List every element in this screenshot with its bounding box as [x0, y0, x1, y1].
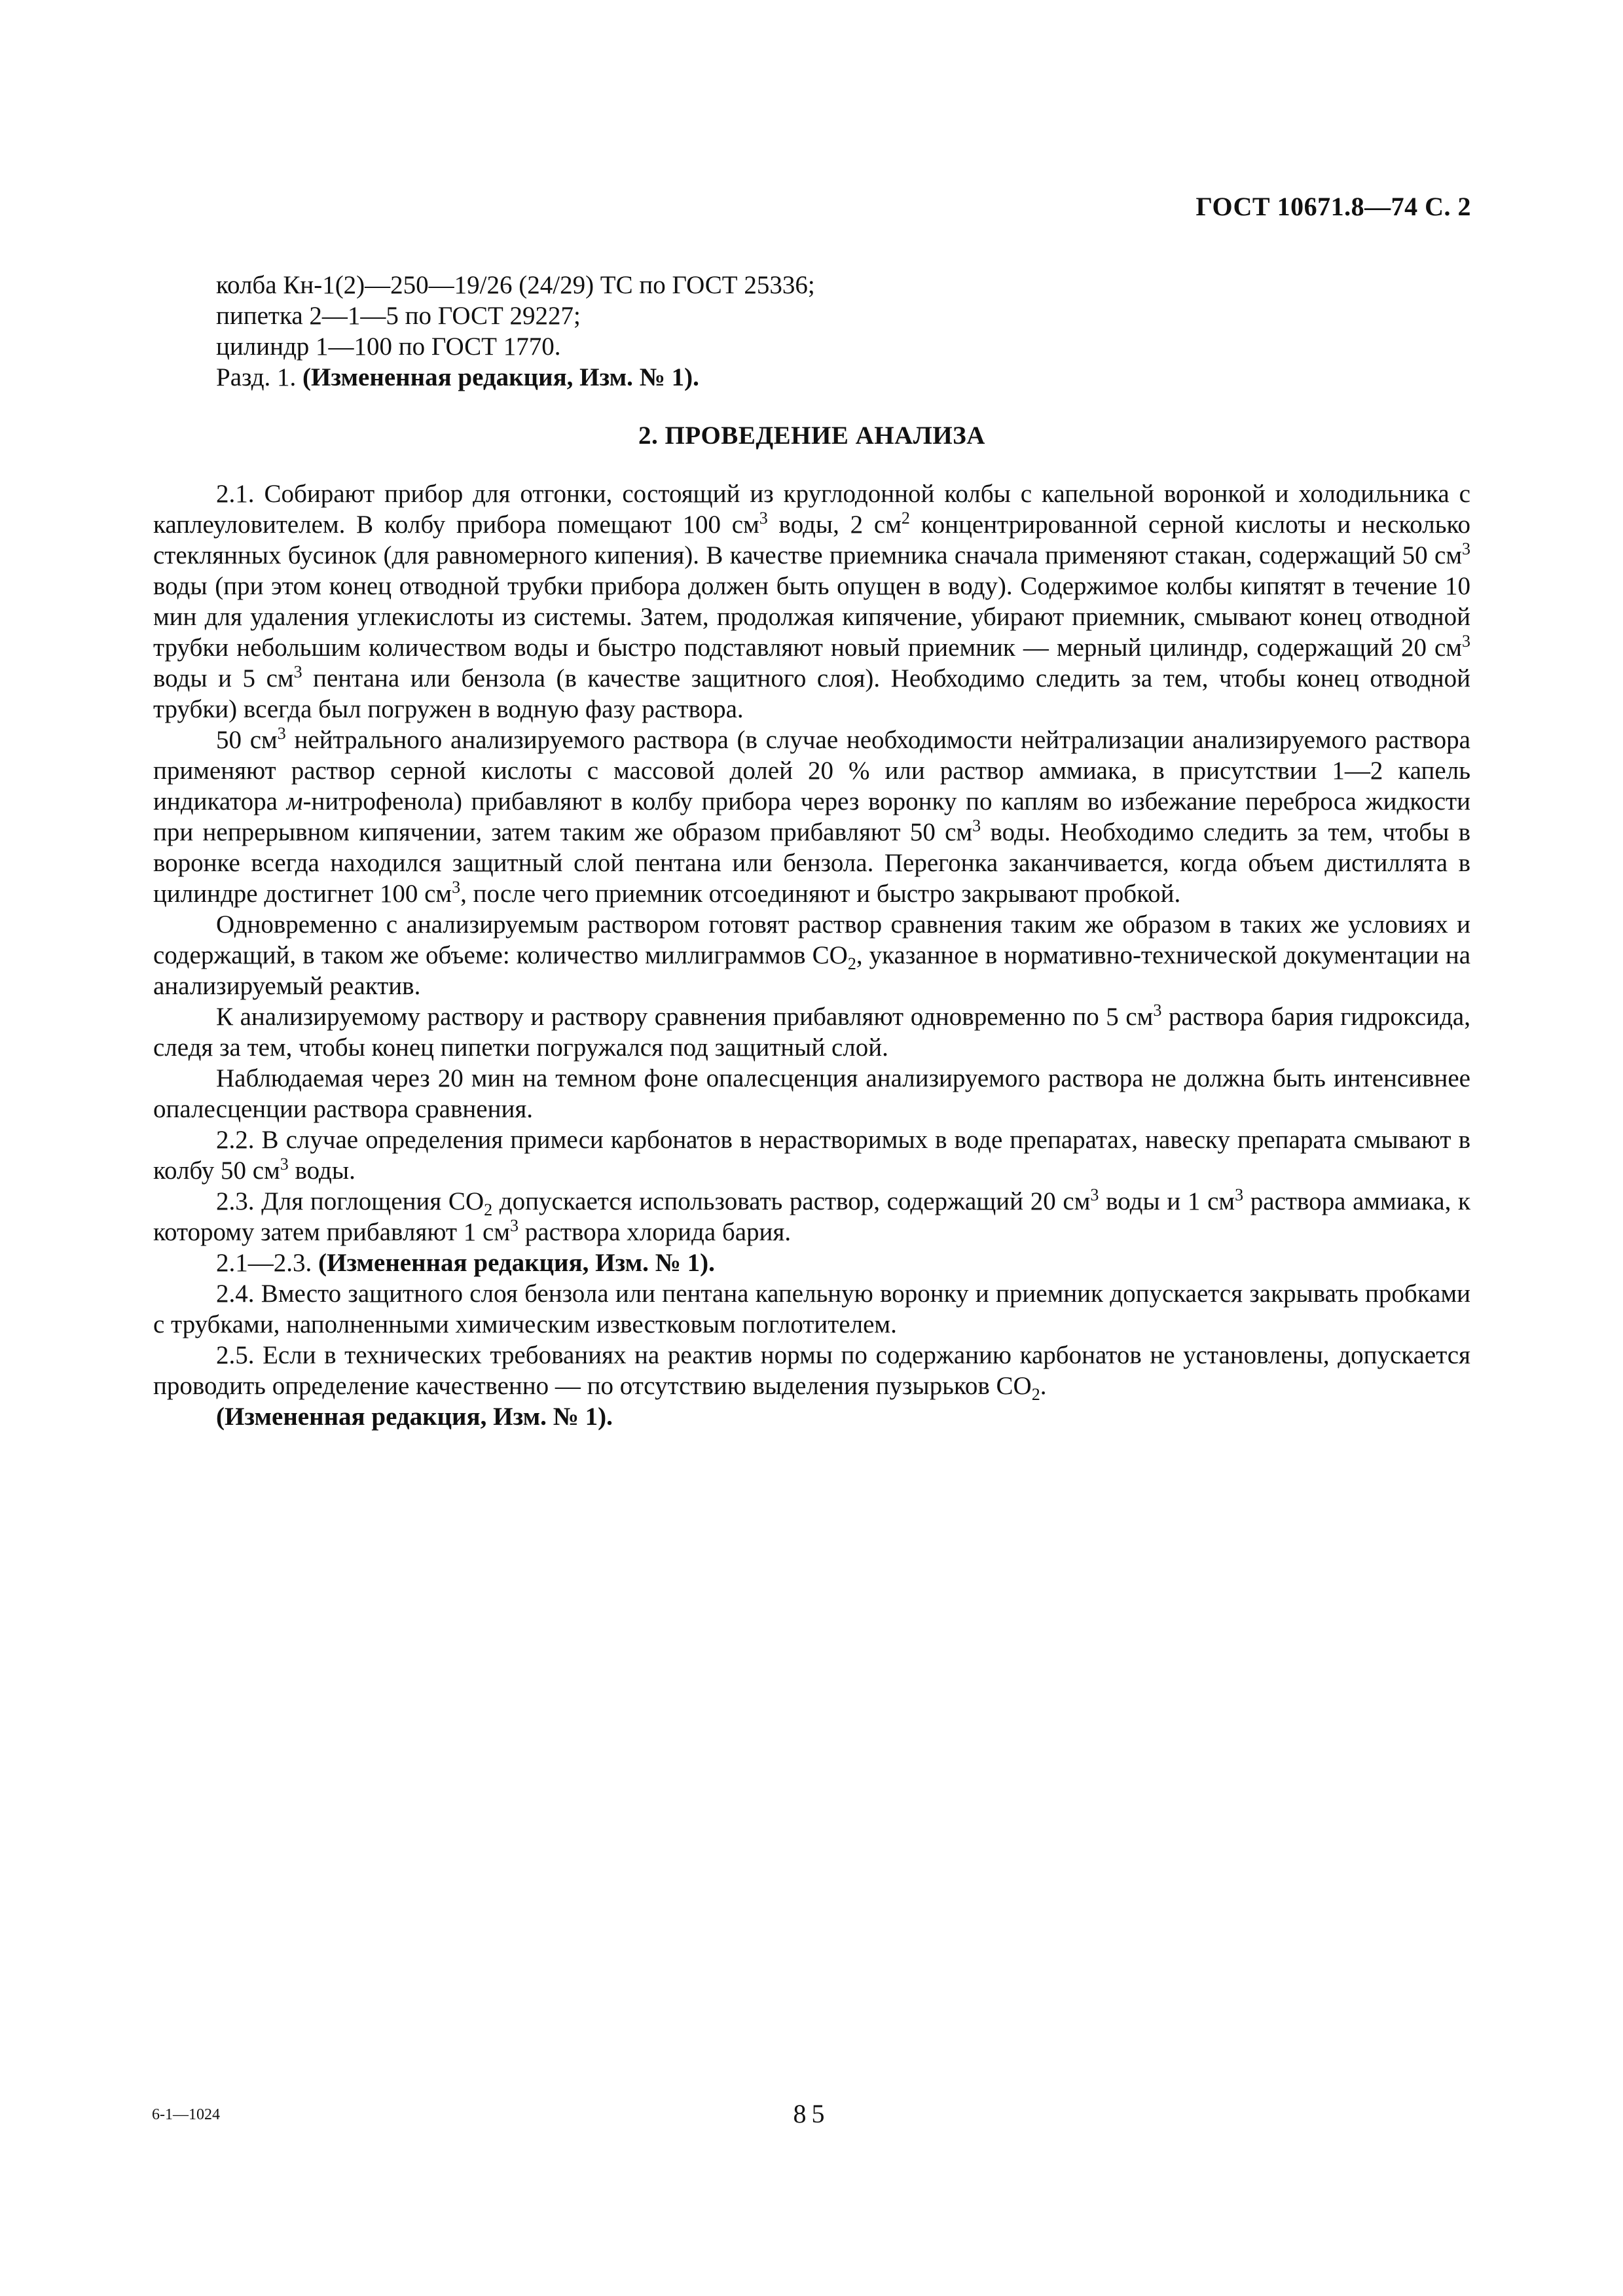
paragraph-2-3: 2.3. Для поглощения $CO_2$ допускается использовать раствор, содержащий 20 $см^3$ воды и 1 $см^3$ раствора аммиака, к которому затем прибавляют 1 $см^3$ раствора хлорида бария.	[153, 1185, 1470, 1246]
paragraph-neutral-solution: 50 $см^3$ нейтрального анализируемого раствора (в случае необходимости нейтрализации анализируемого раствора применяют раствор серной кислоты с массовой долей 20 % или раствор аммиака, в присутствии 1—2 капель индикатора м-нитрофенола) прибавляют в колбу прибора через воронку по каплям во избежание переброса жидкости при непрерывном кипячении, затем таким же образом прибавляют 50 $см^3$ воды. Необходимо следить за тем, чтобы в воронке всегда находился защитный слой пентана или бензола. Перегонка заканчивается, когда объем дистиллята в цилиндре достигнет 100 $см^3$, после чего приемник отсоединяют и быстро закрывают пробкой.	[153, 724, 1470, 908]
equipment-item: колба Кн-1(2)—250—19/26 (24/29) ТС по ГОСТ 25336;	[216, 271, 815, 299]
paragraph-2-2: 2.2. В случае определения примеси карбонатов в нерастворимых в воде препаратах, навеску препарата смывают в колбу 50 $см^3$ воды.	[153, 1126, 1470, 1185]
paragraph-opalescence: Наблюдаемая через 20 мин на темном фоне опалесценция анализируемого раствора не должна быть интенсивнее опалесценции раствора сравнения.	[153, 1064, 1470, 1123]
print-code: 6-1—1024	[152, 2106, 220, 2123]
document-body	[153, 270, 1470, 1432]
equipment-item: цилиндр 1—100 по ГОСТ 1770.	[216, 332, 561, 361]
paragraph-barium-hydroxide: К анализируемому раствору и раствору сравнения прибавляют одновременно по 5 $см^3$ раствора бария гидроксида, следя за тем, чтобы конец пипетки погружался под защитный слой.	[153, 1001, 1470, 1062]
amendment-note: 2.1—2.3. (Измененная редакция, Изм. № 1).	[216, 1249, 715, 1277]
amendment-note: Разд. 1. (Измененная редакция, Изм. № 1).	[216, 363, 699, 391]
standard-reference: ГОСТ 10671.8—74 С. 2	[1195, 192, 1471, 221]
page-number: 85	[793, 2099, 830, 2128]
paragraph-comparison-solution: Одновременно с анализируемым раствором готовят раствор сравнения таким же образом в таких же условиях и содержащий, в таком же объеме: количество миллиграммов $CO_2$, указанное в нормативно-технической документации на анализируемый реактив.	[153, 910, 1471, 1000]
section-title: 2. ПРОВЕДЕНИЕ АНАЛИЗА	[638, 422, 985, 450]
equipment-item: пипетка 2—1—5 по ГОСТ 29227;	[216, 302, 581, 330]
paragraph-2-4: 2.4. Вместо защитного слоя бензола или пентана капельную воронку и приемник допускается закрывать пробками с трубками, наполненными химическим известковым поглотителем.	[153, 1280, 1470, 1338]
paragraph-2-1: 2.1. Собирают прибор для отгонки, состоящий из круглодонной колбы с капельной воронкой и холодильника с каплеуловителем. В колбу прибора помещают 100 $см^3$ воды, 2 $см^2$ концентрированной серной кислоты и несколько стеклянных бусинок (для равномерного кипения). В качестве приемника сначала применяют стакан, содержащий 50 $см^3$ воды (при этом конец отводной трубки прибора должен быть опущен в воду). Содержимое колбы кипятят в течение 10 мин для удаления углекислоты из системы. Затем, продолжая кипячение, убирают приемник, смывают конец отводной трубки небольшим количеством воды и быстро подставляют новый приемник — мерный цилиндр, содержащий 20 $см^3$ воды и 5 $см^3$ пентана или бензола (в качестве защитного слоя). Необходимо следить за тем, чтобы конец отводной трубки) всегда был погружен в водную фазу раствора.	[153, 480, 1470, 723]
paragraph-2-5: 2.5. Если в технических требованиях на реактив нормы по содержанию карбонатов не установлены, допускается проводить определение качественно — по отсутствию выделения пузырьков $CO_2$.	[153, 1341, 1470, 1404]
amendment-note: (Измененная редакция, Изм. № 1).	[216, 1403, 613, 1431]
